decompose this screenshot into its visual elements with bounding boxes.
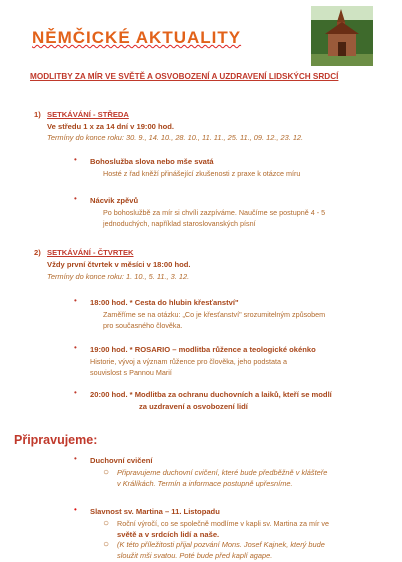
chapel-photo xyxy=(311,6,373,66)
title-text: NĚMČICKÉ AKTUALITY xyxy=(32,28,242,47)
item-line: Zaměříme se na otázku: „Co je křesťanství" srozumitelným způsobem xyxy=(103,310,326,319)
page-subtitle: MODLITBY ZA MÍR VE SVĚTĚ A OSVOBOZENÍ A UZDRAVENÍ LIDSKÝCH SRDCÍ xyxy=(30,72,339,81)
event-line: Roční výročí, co se společně modlíme v kapli sv. Martina za mír ve xyxy=(117,519,329,528)
section-1-dates: Termíny do konce roku: 30. 9., 14. 10., 28. 10., 11. 11., 25. 11., 09. 12., 23. 12. xyxy=(47,133,304,142)
section-1-title: SETKÁVÁNÍ - STŘEDA xyxy=(47,110,129,119)
bullet-icon: • xyxy=(74,296,77,305)
event-line: v Králíkách. Termín a informace postupně upřesníme. xyxy=(117,479,293,488)
bullet-icon: • xyxy=(74,454,77,463)
circle-bullet-icon: ○ xyxy=(103,467,110,478)
event-title: Slavnost sv. Martina – 11. Listopadu xyxy=(90,507,220,516)
program-head: 20:00 hod. * Modlitba za ochranu duchovních a laiků, kteří se modlí xyxy=(90,390,332,399)
program-head: 18:00 hod. * Cesta do hlubin křesťanství" xyxy=(90,298,239,307)
item-title: Nácvik zpěvů xyxy=(90,196,139,205)
circle-bullet-icon: ○ xyxy=(103,518,110,529)
bullet-icon: • xyxy=(74,388,77,397)
section-2-dates: Termíny do konce roku: 1. 10., 5. 11., 3. 12. xyxy=(47,272,190,281)
bullet-icon: • xyxy=(74,505,77,514)
section-2-title: SETKÁVÁNÍ - ČTVRTEK xyxy=(47,248,134,257)
item-line: Historie, vývoj a význam růžence pro člověka, jeho podstata a xyxy=(90,357,287,366)
bullet-icon: • xyxy=(74,194,77,203)
section-1-schedule: Ve středu 1 x za 14 dní v 19:00 hod. xyxy=(47,122,175,131)
item-line: jednoduchých, například staroslovanských písní xyxy=(103,219,256,228)
bullet-icon: • xyxy=(74,343,77,352)
program-head: 19:00 hod. * ROSARIO – modlitba růžence a teologické okénko xyxy=(90,345,316,354)
section-1-number: 1) xyxy=(34,110,41,119)
event-line: sloužit mši svatou. Poté bude před kaplí agape. xyxy=(117,551,273,560)
circle-bullet-icon: ○ xyxy=(103,539,110,550)
chapel-image-icon xyxy=(311,6,373,66)
section-2-schedule: Vždy první čtvrtek v měsíci v 18:00 hod. xyxy=(47,260,191,269)
item-line: Po bohoslužbě za mír si chvíli zazpíváme. Naučíme se postupně 4 - 5 xyxy=(103,208,326,217)
event-title: Duchovní cvičení xyxy=(90,456,153,465)
event-line: světě a v srdcích lidí a naše. xyxy=(117,530,220,539)
item-line: pro současného člověka. xyxy=(103,321,183,330)
upcoming-heading: Připravujeme: xyxy=(14,433,98,447)
item-title: Bohoslužba slova nebo mše svatá xyxy=(90,157,214,166)
item-line: za uzdravení a osvobození lidí xyxy=(139,402,248,411)
page-title xyxy=(32,28,241,48)
item-line: souvislost s Pannou Marií xyxy=(90,368,172,377)
event-line: (K této příležitosti přijal pozvání Mons. Josef Kajnek, který bude xyxy=(117,540,325,549)
bullet-icon: • xyxy=(74,155,77,164)
section-2-number: 2) xyxy=(34,248,41,257)
event-line: Připravujeme duchovní cvičení, které bude předběžně v klášteře xyxy=(117,468,328,477)
item-line: Hosté z řad kněží přinášející zkušenosti z praxe k otázce míru xyxy=(103,169,301,178)
